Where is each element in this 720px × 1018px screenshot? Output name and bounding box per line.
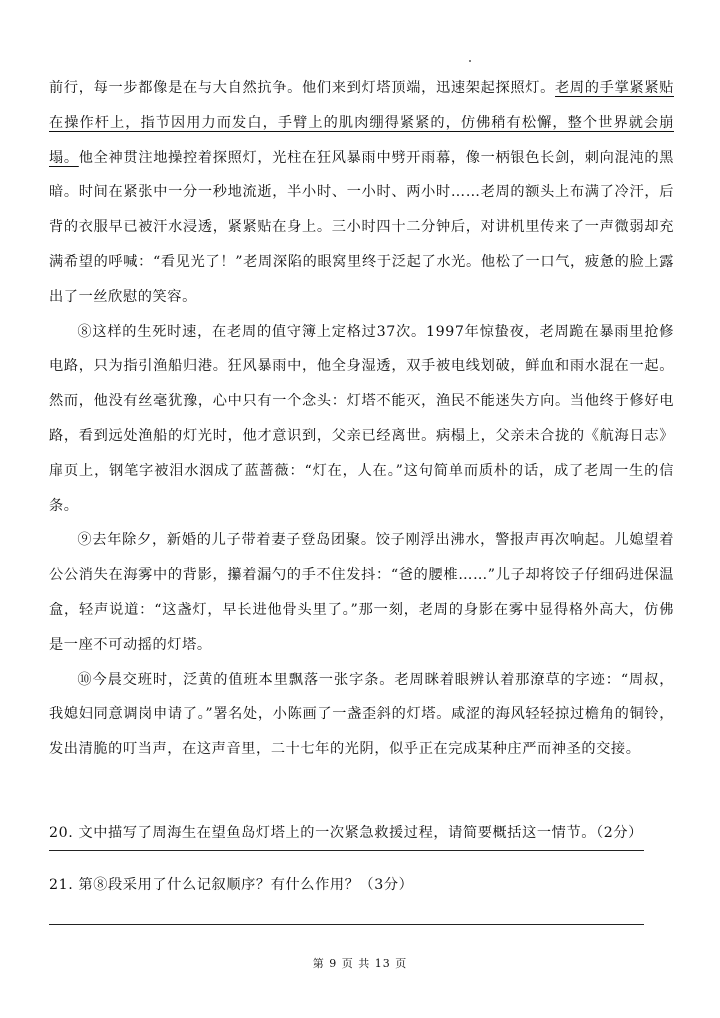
paragraph-10: ⑩今晨交班时，泛黄的值班本里飘落一张字条。老周眯着眼辨认着那潦草的字迹：“周叔，我媳妇同意调岗申请了。”署名处，小陈画了一盏歪斜的灯塔。咸涩的海风轻轻掠过檐角的铜铃，发出清脆的叮当声，在这声音里，二十七年的光阴，似乎正在完成某种庄严而神圣的交接。 — [49, 671, 674, 758]
page-footer: 第 9 页 共 13 页 — [312, 957, 408, 970]
paragraph-text-a: 前行，每一步都像是在与大自然抗争。他们来到灯塔顶端，迅速架起探照灯。 — [49, 80, 556, 96]
question-21: 21. 第⑧段采用了什么记叙顺序？有什么作用？（3分） — [49, 877, 414, 893]
paragraph-continuation — [49, 71, 674, 315]
answer-line-21[interactable] — [49, 924, 644, 925]
paragraph-text-b: 他全神贯注地操控着探照灯，光柱在狂风暴雨中劈开雨幕，像一柄银色长剑，刺向混沌的黑暗。时间在紧张中一分一秒地流逝，半小时、一小时、两小时……老周的额头上布满了冷汗，后背的衣服早已被汗水浸透，紧紧贴在身上。三小时四十二分钟后，对讲机里传来了一声微弱却充满希望的呼喊：“看见光了！”老周深陷的眼窝里终于泛起了水光。他松了一口气，疲惫的脸上露出了一丝欣慰的笑容。 — [49, 149, 674, 305]
scan-dot — [469, 60, 471, 62]
reading-passage — [49, 71, 674, 767]
underlined-sentence: 老周的手掌紧紧贴在操作杆上，指节因用力而发白，手臂上的肌肉绷得紧紧的，仿佛稍有松懈，整个世界就会崩塌。 — [49, 80, 674, 166]
answer-line-20[interactable] — [49, 850, 644, 851]
paragraph-9: ⑨去年除夕，新婚的儿子带着妻子登岛团聚。饺子刚浮出沸水，警报声再次响起。儿媳望着公公消失在海雾中的背影，攥着漏勺的手不住发抖：“爸的腰椎……”儿子却将饺子仔细码进保温盒，轻声说道：“这盏灯，早长进他骨头里了。”那一刻，老周的身影在雾中显得格外高大，仿佛是一座不可动摇的灯塔。 — [49, 532, 674, 653]
question-20: 20. 文中描写了周海生在望鱼岛灯塔上的一次紧急救援过程，请简要概括这一情节。（2分） — [49, 825, 643, 841]
paragraph-8: ⑧这样的生死时速，在老周的值守簿上定格过37次。1997年惊蛰夜，老周跪在暴雨里抢修电路，只为指引渔船归港。狂风暴雨中，他全身湿透，双手被电线划破，鲜血和雨水混在一起。然而，他没有丝毫犹豫，心中只有一个念头：灯塔不能灭，渔民不能迷失方向。当他终于修好电路，看到远处渔船的灯光时，他才意识到，父亲已经离世。病榻上，父亲未合拢的《航海日志》扉页上，钢笔字被泪水洇成了蓝蔷薇：“灯在，人在。”这句简单而质朴的话，成了老周一生的信条。 — [49, 323, 674, 514]
